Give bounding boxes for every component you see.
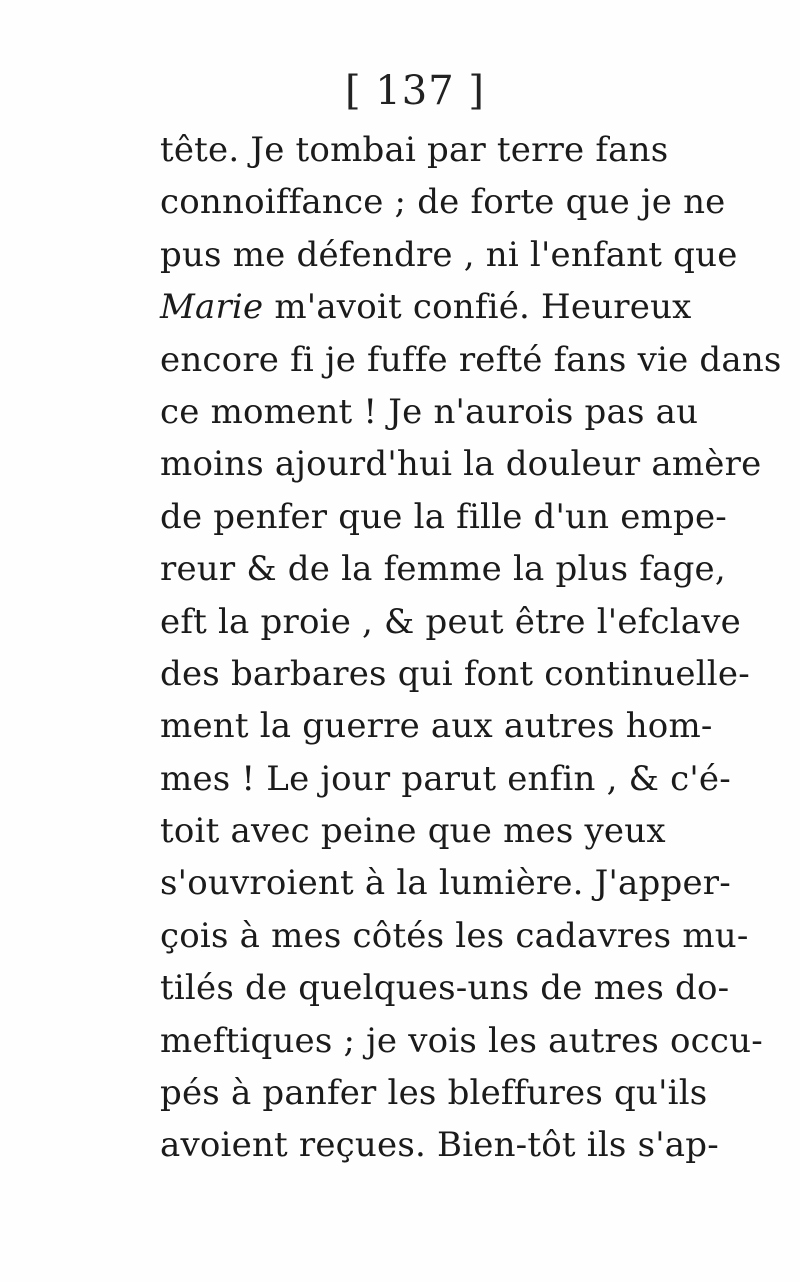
body-text — [160, 124, 782, 1172]
text-line: des barbares qui font continuelle- — [160, 653, 750, 694]
text-line: pés à panfer les bleffures qu'ils — [160, 1073, 708, 1114]
text-line: tilés de quelques-uns de mes do- — [160, 968, 730, 1009]
page-number: [ 137 ] — [345, 68, 485, 114]
text-line: connoiffance ; de forte que je ne — [160, 182, 726, 223]
text-line: toit avec peine que mes yeux — [160, 811, 666, 852]
text-line: mes ! Le jour parut enfin , & c'é- — [160, 758, 731, 799]
text-line: reur & de la femme la plus fage, — [160, 549, 726, 590]
text-line: encore fi je fuffe refté fans vie dans — [160, 339, 782, 380]
text-line: de penfer que la fille d'un empe- — [160, 496, 727, 537]
text-line: s'ouvroient à la lumière. J'apper- — [160, 863, 731, 904]
text-line: çois à mes côtés les cadavres mu- — [160, 915, 749, 956]
text-line-rest: m'avoit confié. Heureux — [263, 287, 692, 328]
text-line — [160, 281, 692, 333]
text-line: avoient reçues. Bien-tôt ils s'ap- — [160, 1125, 719, 1166]
text-line: eft la proie , & peut être l'efclave — [160, 601, 741, 642]
text-line: ce moment ! Je n'aurois pas au — [160, 391, 699, 432]
text-line: pus me défendre , ni l'enfant que — [160, 234, 738, 275]
text-line: ment la guerre aux autres hom- — [160, 706, 713, 747]
italic-name-marie: Marie — [160, 287, 264, 328]
text-line: moins ajourd'hui la douleur amère — [160, 444, 762, 485]
text-line: meftiques ; je vois les autres occu- — [160, 1020, 763, 1061]
text-line: tête. Je tombai par terre fans — [160, 130, 669, 170]
